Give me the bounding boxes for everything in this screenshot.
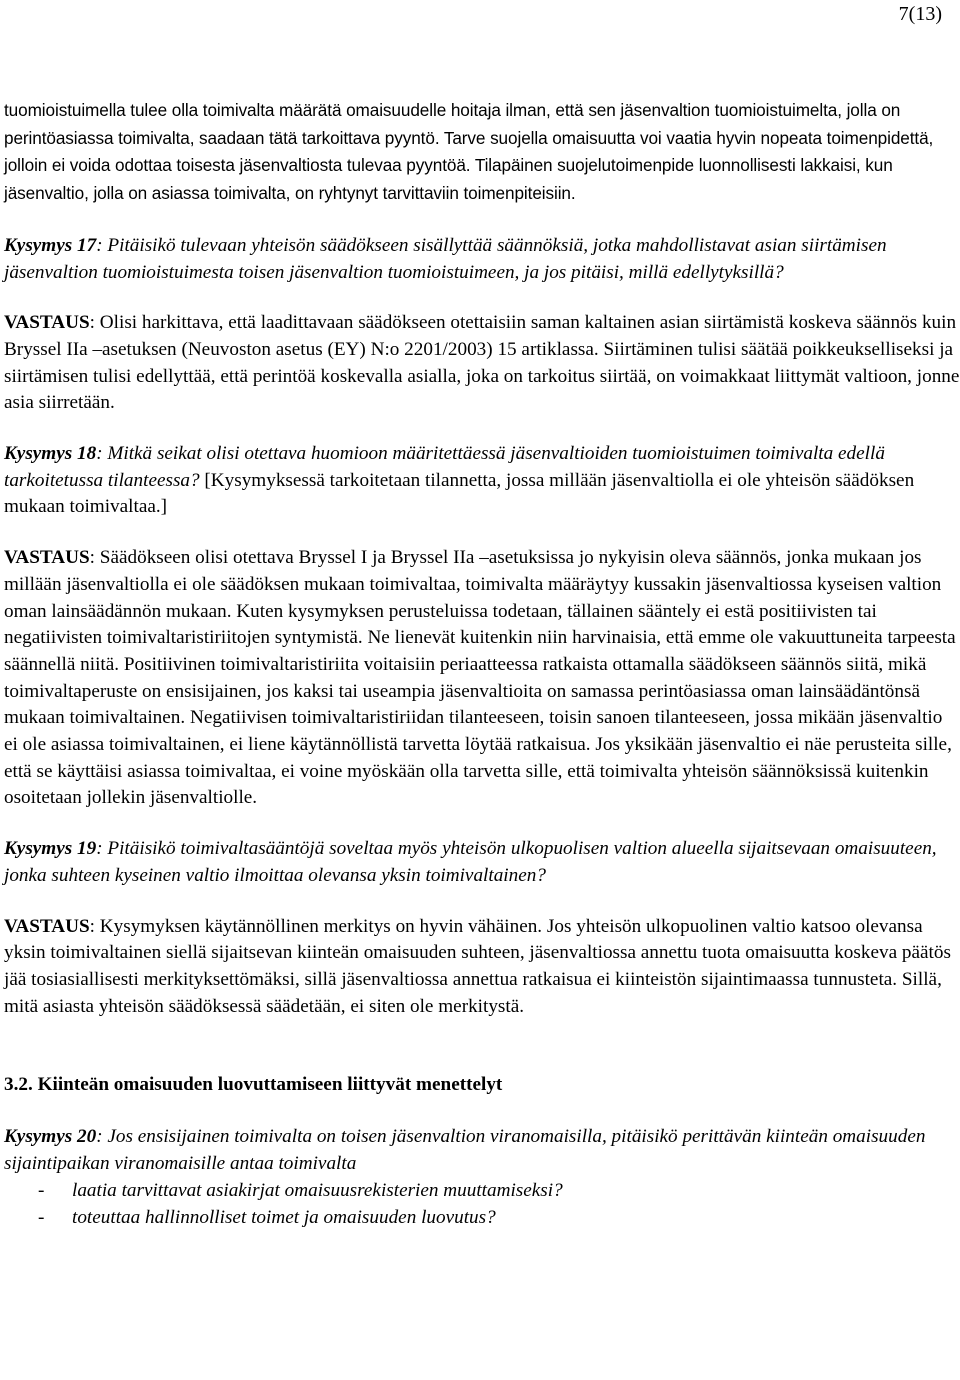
question-18-label: Kysymys 18 [4,443,97,465]
question-20 [4,1124,960,1177]
answer-18-text: : Säädökseen olisi otettava Bryssel I ja Bryssel IIa –asetuksissa jo nykyisin oleva säännös, jonka mukaan jos millään jäsenvaltiolla ei ole säädöksen mukaan toimivaltaa, toimivalta määräytyy kussakin jäsenvaltiossa kyseisen valtion oman lainsäädännön mukaan. Kuten kysymyksen perusteluissa todetaan, tällainen sääntely ei estä positiivisten tai negatiivisten toimivaltaristiriitojen syntymistä. Ne lienevät kuitenkin niin harvinaisia, että emme ole vakuuttuneita tarpeesta säännellä niitä. Positiivinen toimivaltaristiriita voitaisiin periaatteessa ratkaista ottamalla säädökseen säännös siitä, mikä toimivaltaperuste on ensisijainen, jos kaksi tai useampia jäsenvaltioita on samassa perintöasiassa oman lainsäädäntönsä mukaan toimivaltainen. Negatiivisen toimivaltaristiriidan tilanteeseen, toisin sanoen tilanteeseen, jossa mikään jäsenvaltio ei ole asiassa toimivaltainen, ei liene käytännöllistä tarvetta löytää ratkaisua. Jos yksikään jäsenvaltio ei näe perusteita sille, että se käyttäisi asiassa toimivaltaa, ei voine myöskään olla tarvetta sille, että toimivalta yhteisön säännöksissä kuitenkin osoitetaan jollekin jäsenvaltiolle. [4,547,956,809]
question-19-text: : Pitäisikö toimivaltasääntöjä soveltaa myös yhteisön ulkopuolisen valtion alueella sijaitsevaan omaisuuteen, jonka suhteen kyseinen valtio ilmoittaa olevansa yksin toimivaltainen? [4,838,937,886]
question-17 [4,233,960,286]
question-17-text: : Pitäisikö tulevaan yhteisön säädökseen sisällyttää säännöksiä, jotka mahdollistavat asian siirtämisen jäsenvaltion tuomioistuimesta toisen jäsenvaltion tuomioistuimeen, ja jos pitäisi, millä edellytyksillä? [4,234,887,283]
list-dash: - [38,1206,45,1228]
answer-18 [4,545,960,812]
list-item [4,1178,960,1205]
question-20-text: : Jos ensisijainen toimivalta on toisen jäsenvaltion viranomaisilla, pitäisikö perittävän kiinteän omaisuuden sijaintipaikan viranomaisille antaa toimivalta [4,1126,926,1175]
section-heading: 3.2. Kiinteän omaisuuden luovuttamiseen liittyvät menettelyt [4,1074,503,1096]
document-body [4,97,960,1231]
list-item-text: laatia tarvittavat asiakirjat omaisuusrekisterien muuttamiseksi? [72,1179,563,1201]
question-17-label: Kysymys 17 [4,234,97,256]
list-item-text: toteuttaa hallinnolliset toimet ja omaisuuden luovutus? [72,1206,496,1228]
answer-19-text: : Kysymyksen käytännöllinen merkitys on hyvin vähäinen. Jos yhteisön ulkopuolinen valtio katsoo olevansa yksin toimivaltainen siellä sijaitsevan kiinteän omaisuuden suhteen, jäsenvaltiossa annettu tuota omaisuutta koskeva päätös jää tosiasiallisesti merkityksettömäksi, sillä jäsenvaltiossa annettua ratkaisua ei kiinteistön sijaintimaassa tunnusteta. Sillä, mitä asiasta yhteisön säädöksessä säädetään, ei siten ole merkitystä. [4,915,951,1017]
question-20-list [4,1178,960,1231]
answer-18-label: VASTAUS [4,547,90,569]
question-18-note: [Kysymyksessä tarkoitetaan tilannetta, jossa millään jäsenvaltiolla ei ole yhteisön säädöksen mukaan toimivaltaa.] [4,469,915,518]
answer-19 [4,914,960,1021]
question-20-label: Kysymys 20 [4,1126,97,1148]
intro-paragraph: tuomioistuimella tulee olla toimivalta määrätä omaisuudelle hoitaja ilman, että sen jäsenvaltion tuomioistuimelta, jolla on perintöasiassa toimivalta, saadaan tätä tarkoittava pyyntö. Tarve suojella omaisuutta voi vaatia hyvin nopeata toimenpidettä, jolloin ei voida odottaa toisesta jäsenvaltiosta tulevaa pyyntöä. Tilapäinen suojelutoimenpide luonnollisesti lakkaisi, kun jäsenvaltio, jolla on asiassa toimivalta, on ryhtynyt tarvittaviin toimenpiteisiin. [4,100,934,204]
question-19-label: Kysymys 19 [4,838,97,860]
answer-17-label: VASTAUS [4,312,90,334]
page-number: 7(13) [898,3,942,25]
question-18 [4,441,960,521]
question-19 [4,836,960,889]
answer-19-label: VASTAUS [4,915,90,937]
list-item [4,1205,960,1232]
list-dash: - [38,1179,45,1201]
answer-17-text: : Olisi harkittava, että laadittavaan säädökseen otettaisiin saman kaltainen asian siirtämistä koskeva säännös kuin Bryssel IIa –asetuksen (Neuvoston asetus (EY) N:o 2201/2003) 15 artiklassa. Siirtäminen tulisi säätää poikkeukselliseksi ja siirtämisen tulisi edellyttää, että perintöä koskevalla asialla, joka on tarkoitus siirtää, on voimakkaat liittymät valtioon, jonne asia siirretään. [4,312,960,414]
answer-17 [4,310,960,417]
question-18-text: : Mitkä seikat olisi otettava huomioon määritettäessä jäsenvaltioiden tuomioistuimen toimivalta edellä tarkoitetussa tilanteessa? [4,443,885,491]
